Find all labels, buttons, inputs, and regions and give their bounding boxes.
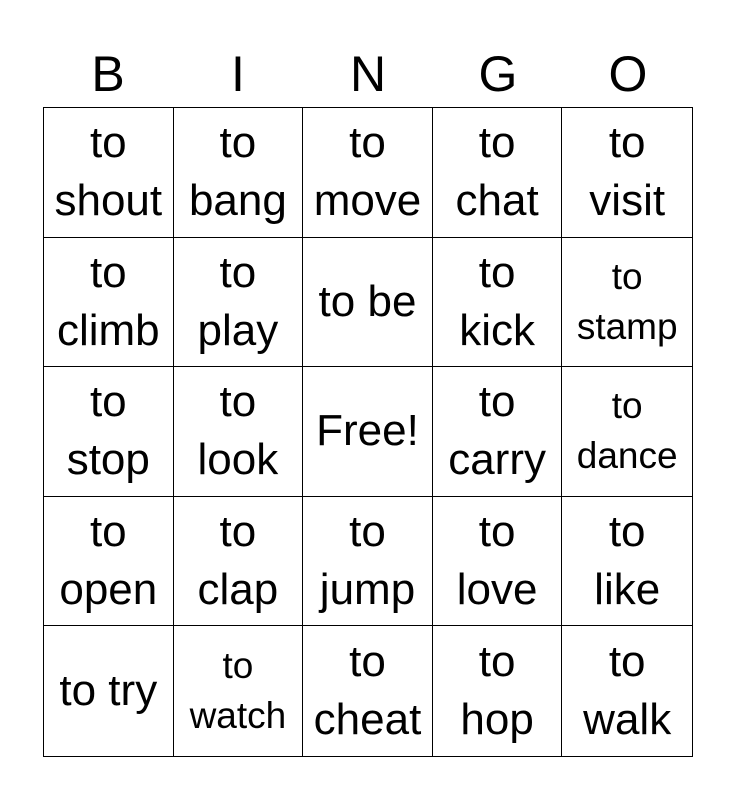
bingo-cell-b1[interactable] xyxy=(44,108,174,238)
cell-text: to cheat xyxy=(313,637,422,745)
bingo-cell-o1[interactable] xyxy=(562,108,692,238)
header-letter-i: I xyxy=(231,46,245,102)
cell-text: to look xyxy=(197,377,279,485)
bingo-cell-g2[interactable] xyxy=(433,238,563,368)
bingo-cell-b3[interactable] xyxy=(44,367,174,497)
cell-text: to hop xyxy=(460,637,534,745)
bingo-cell-n2[interactable] xyxy=(303,238,433,368)
cell-text: to try xyxy=(59,666,158,716)
cell-text: to jump xyxy=(319,507,416,615)
bingo-cell-o2[interactable] xyxy=(562,238,692,368)
cell-text: to love xyxy=(456,507,538,615)
bingo-cell-i1[interactable] xyxy=(174,108,304,238)
cell-text: to be xyxy=(318,276,417,326)
cell-text: to move xyxy=(313,118,422,226)
bingo-cell-g5[interactable] xyxy=(433,626,563,756)
bingo-cell-i4[interactable] xyxy=(174,497,304,627)
cell-text: to bang xyxy=(188,118,287,226)
bingo-cell-g3[interactable] xyxy=(433,367,563,497)
header-letter-n: N xyxy=(349,46,387,102)
bingo-cell-free[interactable] xyxy=(303,367,433,497)
bingo-cell-g1[interactable] xyxy=(433,108,563,238)
header-letter-o: O xyxy=(608,46,648,102)
cell-text: to shout xyxy=(54,118,163,226)
cell-text: to watch xyxy=(189,645,287,737)
cell-text: to open xyxy=(59,507,158,615)
bingo-card-grid xyxy=(43,107,693,757)
bingo-cell-n1[interactable] xyxy=(303,108,433,238)
bingo-cell-i3[interactable] xyxy=(174,367,304,497)
bingo-cell-b4[interactable] xyxy=(44,497,174,627)
bingo-cell-g4[interactable] xyxy=(433,497,563,627)
cell-text: to like xyxy=(594,507,661,615)
cell-text: to clap xyxy=(197,507,279,615)
cell-text: to chat xyxy=(455,118,539,226)
bingo-cell-o4[interactable] xyxy=(562,497,692,627)
bingo-cell-i2[interactable] xyxy=(174,238,304,368)
cell-text: to play xyxy=(197,247,279,355)
bingo-cell-b2[interactable] xyxy=(44,238,174,368)
cell-text: to stop xyxy=(66,377,150,485)
bingo-cell-o5[interactable] xyxy=(562,626,692,756)
cell-text: to walk xyxy=(583,637,672,745)
bingo-header xyxy=(43,42,693,106)
bingo-cell-n5[interactable] xyxy=(303,626,433,756)
cell-text: to stamp xyxy=(576,255,678,347)
cell-text: to climb xyxy=(56,247,160,355)
header-letter-b: B xyxy=(91,46,125,102)
bingo-cell-o3[interactable] xyxy=(562,367,692,497)
cell-text: to visit xyxy=(589,118,666,226)
cell-text: to carry xyxy=(448,377,546,485)
cell-text: to kick xyxy=(459,247,535,355)
bingo-cell-n4[interactable] xyxy=(303,497,433,627)
free-space-text: Free! xyxy=(316,406,419,456)
cell-text: to dance xyxy=(576,385,678,477)
bingo-cell-b5[interactable] xyxy=(44,626,174,756)
header-letter-g: G xyxy=(478,46,518,102)
bingo-cell-i5[interactable] xyxy=(174,626,304,756)
